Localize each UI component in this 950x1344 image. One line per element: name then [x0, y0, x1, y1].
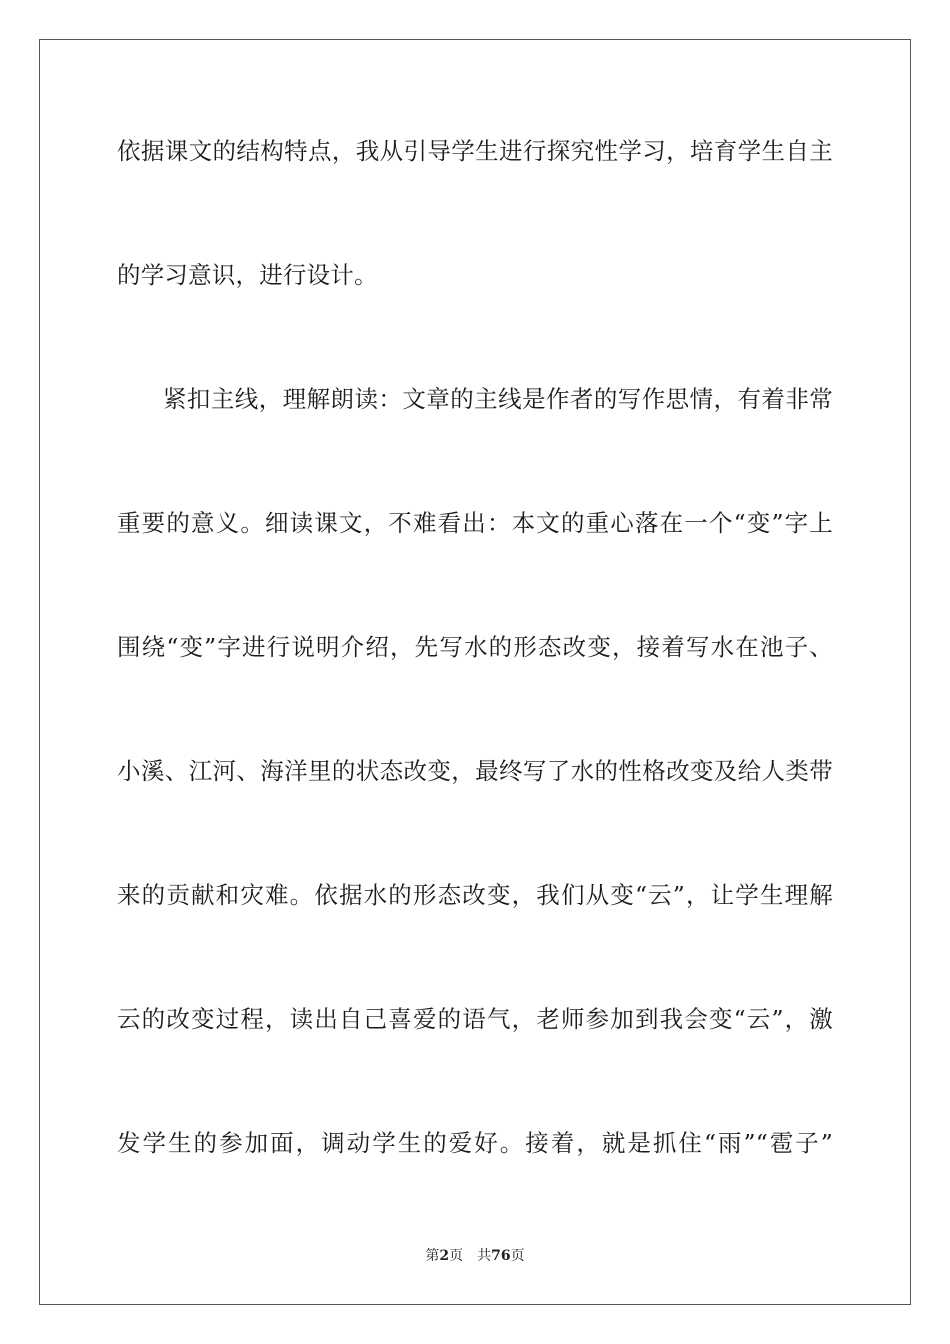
body-line-9: 发学生的参加面，调动学生的爱好。接着，就是抓住“雨”“雹子” — [117, 1129, 833, 1157]
page-footer — [0, 1247, 950, 1265]
body-line-5: 围绕“变”字进行说明介绍，先写水的形态改变，接着写水在池子、 — [117, 633, 833, 661]
body-line-8: 云的改变过程，读出自己喜爱的语气，老师参加到我会变“云”，激 — [117, 1005, 833, 1033]
body-line-2: 的学习意识，进行设计。 — [117, 261, 378, 289]
page-border — [39, 39, 911, 1305]
body-line-1: 依据课文的结构特点，我从引导学生进行探究性学习，培育学生自主 — [117, 137, 833, 165]
body-line-4: 重要的意义。细读课文，不难看出：本文的重心落在一个“变”字上 — [117, 509, 833, 537]
body-line-7: 来的贡献和灾难。依据水的形态改变，我们从变“云”，让学生理解 — [117, 881, 833, 909]
page-prefix: 第 — [425, 1248, 440, 1264]
page-suffix: 页 — [449, 1248, 464, 1264]
body-line-3: 紧扣主线，理解朗读：文章的主线是作者的写作思情，有着非常 — [163, 385, 833, 413]
total-prefix: 共 — [477, 1248, 492, 1264]
page-number: 2 — [439, 1248, 450, 1264]
total-suffix: 页 — [510, 1248, 525, 1264]
total-pages: 76 — [491, 1248, 511, 1264]
body-line-6: 小溪、江河、海洋里的状态改变，最终写了水的性格改变及给人类带 — [117, 757, 833, 785]
